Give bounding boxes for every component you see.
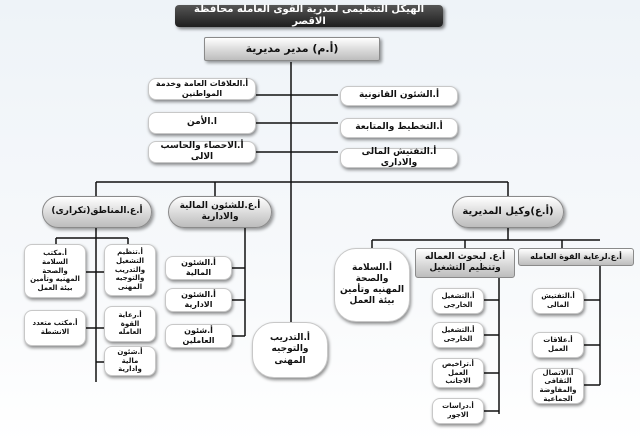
labor-research-header: أ.ع. لبحوث العماله وتنظيم التشغيل	[415, 248, 515, 278]
chart-title: الهيكل التنظيمى لمدرية القوى العامله محافظة الاقصر	[175, 5, 443, 27]
workforce-care-header: أ.ع.لرعاية القوة العامله	[518, 248, 634, 266]
safety-health-box: أ.السلامة والصحة المهنيه وتأمين بيئة العمل	[334, 248, 410, 322]
care-item-1: أ.التفتيش المالى	[532, 288, 584, 314]
director-box: (أ.م) مدير مديرية	[204, 37, 380, 61]
statistics-box: أ.الاحصاء والحاسب الالى	[148, 141, 256, 163]
research-item-1: أ.التشغيل الخارجى	[432, 288, 484, 314]
regions-office-safety: أ.مكتب السلامة والصحة المهنيه وتأمين بيئة العمل	[24, 244, 86, 298]
care-item-3: أ.الاتصال الثقافى والمفاوضة الجماعية	[532, 368, 584, 404]
training-box: أ.التدريب والتوجيه المهنى	[252, 322, 328, 378]
finance-admin-box: أ.ع.للشئون المالية والادارية	[168, 196, 272, 228]
finance-item-1: أ.الشئون المالية	[165, 256, 232, 280]
public-relations-box: أ.العلاقات العامة وخدمة المواطنين	[148, 78, 256, 100]
planning-box: أ.التخطيط والمتابعة	[340, 118, 458, 138]
research-item-3: أ.تراخيص العمل الاجانب	[432, 358, 484, 388]
finance-item-2: أ.الشئون الادارية	[165, 288, 232, 312]
regions-box: أ.ع.المناطق(تكرارى)	[42, 196, 152, 228]
research-item-2: أ.التشغيل الخارجى	[432, 322, 484, 348]
regions-employment-training: أ.تنظيم التشغيل والتدريب والتوجيه المهنى	[104, 244, 156, 296]
deputy-box: (أ.ع)وكيل المديرية	[452, 196, 564, 228]
legal-affairs-box: أ.الشئون القانونية	[340, 86, 458, 106]
regions-finance-admin: أ.شئون مالية وادارية	[104, 346, 156, 376]
financial-inspection-box: أ.التفتيش المالى والادارى	[340, 148, 458, 168]
regions-workforce-care: أ.رعاية القوة العامله	[104, 306, 156, 342]
regions-office-multi: أ.مكتب متعدد الانشطة	[24, 310, 86, 346]
research-item-4: أ.دراسات الاجور	[432, 398, 484, 424]
security-box: ا.الأمن	[148, 112, 256, 134]
care-item-2: أ.علاقات العمل	[532, 332, 584, 358]
finance-item-3: أ.شئون العاملين	[165, 324, 232, 348]
